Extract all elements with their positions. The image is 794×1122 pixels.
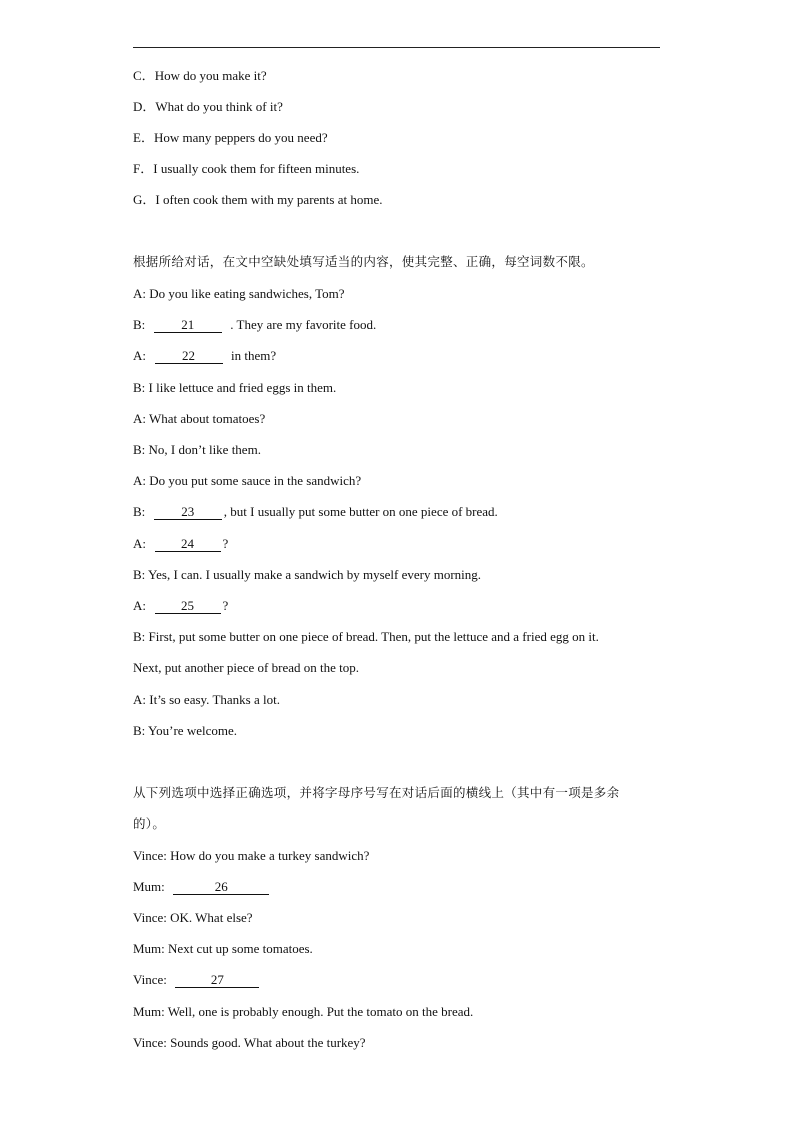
dialogue-line: B: You’re welcome. bbox=[133, 723, 237, 738]
option-c: C．How do you make it? bbox=[133, 68, 267, 83]
dialogue-text: ? bbox=[222, 598, 229, 613]
answer-blank-21[interactable]: 21 bbox=[154, 318, 222, 333]
option-letter: D bbox=[133, 99, 143, 114]
option-e: E．How many peppers do you need? bbox=[133, 130, 328, 145]
dialogue-line: B: No, I don’t like them. bbox=[133, 442, 261, 457]
dialogue-text: ? bbox=[222, 536, 229, 551]
option-text: How many peppers do you need? bbox=[153, 130, 328, 145]
option-letter: E bbox=[133, 130, 141, 145]
dialogue-line: Vince: Sounds good. What about the turkey? bbox=[133, 1035, 366, 1050]
section2-instruction: 根据所给对话，在文中空缺处填写适当的内容，使其完整、正确，每空词数不限。 bbox=[133, 254, 594, 269]
dialogue-line: B: First, put some butter on one piece of bread. Then, put the lettuce and a fried egg on it. bbox=[133, 629, 599, 644]
answer-blank-24[interactable]: 24 bbox=[155, 537, 221, 552]
option-text: I usually cook them for fifteen minutes. bbox=[153, 161, 360, 176]
section3-instruction-cont: 的）。 bbox=[133, 816, 166, 831]
dialogue-line: Mum: Next cut up some tomatoes. bbox=[133, 941, 313, 956]
option-letter: F bbox=[133, 161, 141, 176]
dialogue-line-blank-21 bbox=[133, 317, 376, 333]
dialogue-line: A: It’s so easy. Thanks a lot. bbox=[133, 692, 280, 707]
option-g: G．I often cook them with my parents at home. bbox=[133, 192, 383, 207]
header-rule bbox=[133, 47, 660, 48]
option-f: F．I usually cook them for fifteen minutes. bbox=[133, 161, 360, 176]
option-letter: G bbox=[133, 192, 143, 207]
speaker: A: bbox=[133, 536, 146, 551]
answer-blank-26[interactable]: 26 bbox=[173, 880, 269, 895]
dialogue-line: B: Yes, I can. I usually make a sandwich by myself every morning. bbox=[133, 567, 482, 582]
dialogue-line: B: I like lettuce and fried eggs in them. bbox=[133, 380, 337, 395]
speaker: A: bbox=[133, 348, 146, 363]
answer-blank-25[interactable]: 25 bbox=[155, 599, 221, 614]
dialogue-line-blank-27 bbox=[133, 972, 261, 988]
dialogue-line-blank-25 bbox=[133, 598, 228, 614]
dialogue-line-blank-22 bbox=[133, 348, 276, 364]
option-text: How do you make it? bbox=[154, 68, 267, 83]
dialogue-line-blank-23 bbox=[133, 504, 498, 520]
option-text: What do you think of it? bbox=[155, 99, 283, 114]
answer-blank-27[interactable]: 27 bbox=[175, 973, 259, 988]
dialogue-line: Mum: Well, one is probably enough. Put the tomato on the bread. bbox=[133, 1004, 474, 1019]
dialogue-text: , but I usually put some butter on one piece of bread. bbox=[223, 504, 498, 519]
speaker: A: bbox=[133, 598, 146, 613]
answer-blank-22[interactable]: 22 bbox=[155, 349, 223, 364]
dialogue-line: A: Do you put some sauce in the sandwich? bbox=[133, 473, 362, 488]
speaker: B: bbox=[133, 317, 146, 332]
option-d: D．What do you think of it? bbox=[133, 99, 283, 114]
dialogue-line: A: Do you like eating sandwiches, Tom? bbox=[133, 286, 345, 301]
speaker: Vince: bbox=[133, 972, 167, 987]
dialogue-text: . They are my favorite food. bbox=[230, 317, 377, 332]
speaker: Mum: bbox=[133, 879, 165, 894]
answer-blank-23[interactable]: 23 bbox=[154, 505, 222, 520]
dialogue-text: in them? bbox=[231, 348, 277, 363]
dialogue-line-blank-26 bbox=[133, 879, 271, 895]
section3-instruction: 从下列选项中选择正确选项，并将字母序号写在对话后面的横线上（其中有一项是多余 bbox=[133, 785, 620, 800]
dialogue-line-blank-24 bbox=[133, 536, 228, 552]
option-text: I often cook them with my parents at home. bbox=[155, 192, 383, 207]
option-letter: C bbox=[133, 68, 142, 83]
dialogue-line: Next, put another piece of bread on the top. bbox=[133, 660, 359, 675]
dialogue-line: Vince: How do you make a turkey sandwich? bbox=[133, 848, 370, 863]
dialogue-line: A: What about tomatoes? bbox=[133, 411, 266, 426]
dialogue-line: Vince: OK. What else? bbox=[133, 910, 253, 925]
speaker: B: bbox=[133, 504, 146, 519]
